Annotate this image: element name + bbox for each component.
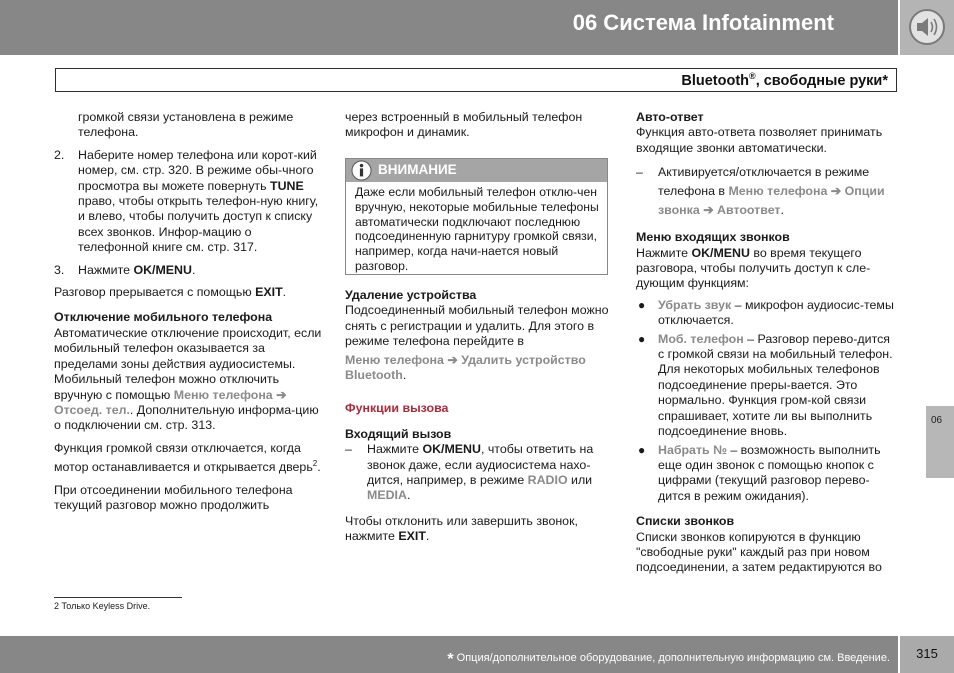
bullet-mute: ● Убрать звук – микрофон аудиосис-темы отключается. (638, 297, 894, 328)
column-2-lower (345, 288, 610, 545)
heading-incoming-call: Входящий вызов (345, 426, 452, 441)
column-2 (345, 110, 610, 141)
warning-header (346, 159, 607, 182)
paragraph-disconnect: Автоматические отключение происходит, если мобильный телефон оказывается за пределами зоны действия аудиосистемы. Мобильный телефон можно отключить вручную с помощью Меню телефона ➔ Отсоед. тел.. Дополнительную информа-цию о подключении см. стр. 313. (54, 325, 322, 433)
paragraph-remove: Подсоединенный мобильный телефон можно снять с регистрации и удалить. Для этого в режиме телефона перейдите в (345, 303, 609, 349)
heading-disconnect: Отключение мобильного телефона (54, 310, 273, 325)
column-3 (636, 110, 898, 576)
speaker-icon (900, 0, 954, 55)
column-1 (54, 110, 324, 513)
step-2: 2. Наберите номер телефона или корот-кий номер, см. стр. 320. В режиме обы-чного просмотра вы можете повернуть TUNE право, чтобы открыть телефон-ную книгу, и влево, чтобы получить доступ к списку всех звонков. Инфор-мацию о телефонной книге см. стр. 317. (54, 147, 319, 255)
page-number-box (900, 636, 954, 673)
page-number: 315 (916, 646, 938, 661)
info-icon (351, 160, 372, 181)
paragraph-continued: через встроенный в мобильный телефон микрофон и динамик. (345, 110, 583, 140)
section-title: Bluetooth®, свободные руки* (681, 71, 888, 89)
footer-note: * Опция/дополнительное оборудование, дополнительную информацию см. Введение. (447, 651, 890, 668)
section-title-bar (55, 68, 897, 92)
paragraph-reject: Чтобы отклонить или завершить звонок, нажмите EXIT. (345, 513, 578, 544)
auto-answer-item: – Активируется/отключается в режиме телефона в Меню телефона ➔ Опции звонка ➔ Автоответ. (636, 165, 885, 218)
warning-text: Даже если мобильный телефон отклю-чен вручную, некоторые мобильные телефоны автоматически подключают последнюю подсоединенную гарнитуру громкой связи, например, когда начи-нается новый разговор. (355, 185, 599, 273)
heading-remove-device: Удаление устройства (345, 288, 477, 302)
warning-box (345, 158, 608, 275)
paragraph-incoming-menu: Нажмите OK/MENU во время текущего разговора, чтобы получить доступ к сле-дующим функциям: (636, 245, 871, 291)
bullet-dial-number: ● Набрать № – возможность выполнить еще один звонок с помощью кнопок с цифрами (текущий разговор перево-дится в режим ожидания). (638, 442, 881, 503)
paragraph-auto-answer: Функция авто-ответа позволяет принимать входящие звонки автоматически. (636, 125, 883, 155)
side-tab-label: 06 (931, 415, 943, 426)
chapter-side-tab (926, 406, 954, 478)
tune-key: TUNE (270, 178, 304, 193)
step-3: 3. Нажмите OK/MENU. (54, 262, 196, 277)
header-band (0, 0, 898, 55)
footer-band (0, 636, 898, 673)
heading-incoming-menu: Меню входящих звонков (636, 230, 790, 245)
paragraph-auto-off: Функция громкой связи отключается, когда мотор останавливается и открывается дверь$^2$. (54, 440, 321, 475)
chapter-icon-box (900, 0, 954, 55)
paragraph-interrupt: Разговор прерывается с помощью EXIT. (54, 285, 287, 300)
step-number: 3. (54, 262, 65, 277)
heading-call-functions: Функции вызова (345, 401, 449, 416)
footnote-divider (54, 597, 182, 598)
footnote: 2 Только Keyless Drive. (54, 601, 151, 611)
heading-call-lists: Списки звонков (636, 514, 735, 529)
menu-path-remove: Меню телефона ➔ Удалить устройство Bluetooth. (345, 352, 586, 383)
paragraph-continue-call: При отсоединении мобильного телефона текущий разговор можно продолжить (54, 482, 293, 513)
chapter-title: 06 Система Infotainment (572, 10, 834, 35)
ok-menu-key: OK/MENU (133, 262, 192, 277)
paragraph-call-lists: Списки звонков копируются в функцию "свободные руки" каждый раз при новом подсоединении, а затем редактируются во (636, 529, 882, 575)
step-number: 2. (54, 147, 65, 162)
paragraph-continued: громкой связи установлена в режиме телефона. (78, 110, 294, 140)
incoming-item: – Нажмите OK/MENU, чтобы ответить на звонок даже, если аудиосистема нахо-дится, например, в режиме RADIO или MEDIA. (345, 442, 594, 503)
warning-title: ВНИМАНИЕ (378, 162, 457, 177)
heading-auto-answer: Авто-ответ (636, 110, 704, 124)
bullet-mobile-phone: ● Моб. телефон – Разговор перево-дится с громкой связи на мобильный телефон. Для некоторых мобильных телефонов подсоединение преры-вается. Это нормально. Функция гром-кой связи спрашивает, хотите ли вы выполнить подсоединение вновь. (638, 331, 893, 439)
